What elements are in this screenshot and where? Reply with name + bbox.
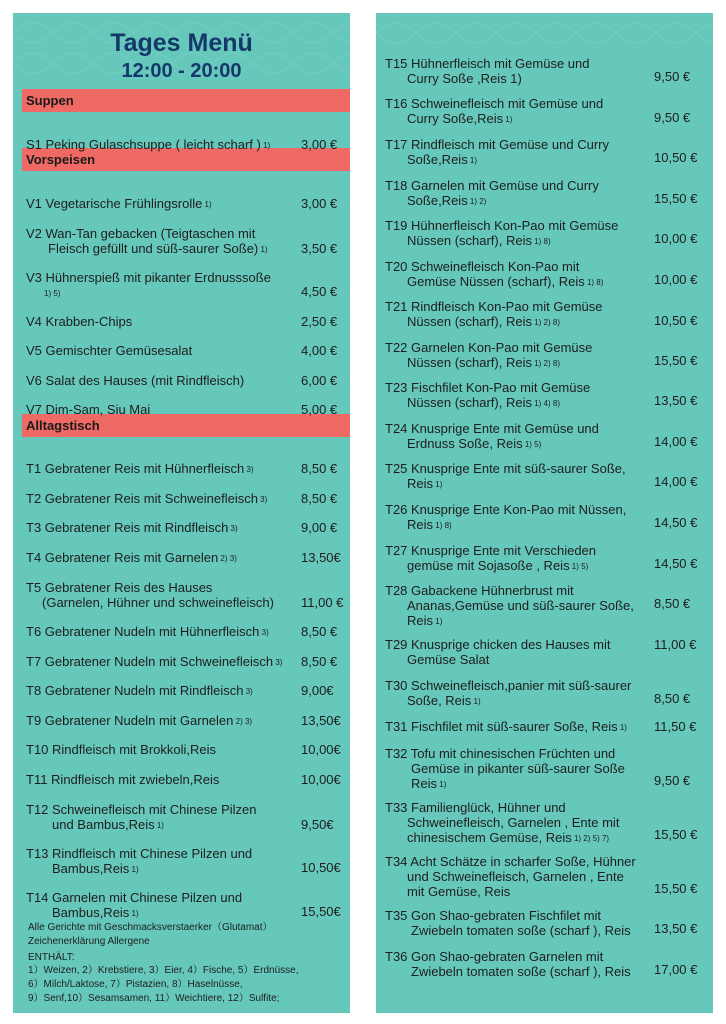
- menu-item-price: 11,00 €: [301, 595, 344, 610]
- menu-item-line: [385, 583, 634, 598]
- menu-item-line: [385, 314, 602, 331]
- menu-item-text: T19 Hühnerfleisch Kon-Pao mit Gemüse: [385, 218, 619, 233]
- menu-item-name: [26, 196, 212, 213]
- menu-item-name: [385, 218, 618, 250]
- menu-item-name: [385, 854, 636, 899]
- allergen-codes: 2) 3): [233, 717, 253, 726]
- menu-item-price: 3,50 €: [301, 241, 338, 256]
- menu-item-text: T34 Acht Schätze in scharfer Soße, Hühner: [385, 854, 636, 869]
- menu-item-name: [26, 890, 242, 922]
- allergen-codes: 1) 2) 8): [531, 318, 560, 327]
- menu-item-name: [26, 226, 268, 258]
- menu-item-name: [385, 380, 590, 412]
- allergen-codes: 3): [243, 687, 253, 696]
- menu-item-name: [26, 550, 237, 567]
- menu-item-line: [26, 402, 150, 417]
- menu-item-price: 8,50 €: [654, 596, 691, 611]
- menu-item-name: [385, 949, 631, 979]
- menu-item-text: T11 Rindfleisch mit zwiebeln,Reis: [26, 772, 220, 787]
- allergen-codes: 3): [257, 495, 268, 504]
- footer-contains-label: ENTHÄLT:: [28, 952, 75, 963]
- menu-item-name: [26, 846, 252, 878]
- menu-item-price: 15,50 €: [654, 191, 698, 206]
- menu-item-text: T36 Gon Shao-gebraten Garnelen mit: [385, 949, 604, 964]
- allergen-codes: 1): [437, 780, 447, 789]
- menu-item-text: T14 Garnelen mit Chinese Pilzen und: [26, 890, 243, 905]
- allergen-codes: 1) 2): [467, 197, 487, 206]
- menu-item-text: T27 Knusprige Ente mit Verschieden: [385, 543, 597, 558]
- menu-item-text: T18 Garnelen mit Gemüse und Curry: [385, 178, 599, 193]
- menu-item-name: [26, 461, 254, 478]
- menu-item-line: [385, 884, 636, 899]
- menu-item-text: T2 Gebratener Reis mit Schweinefleisch: [26, 491, 258, 506]
- menu-item-price: 10,50 €: [654, 150, 698, 165]
- menu-item-text: T15 Hühnerfleisch mit Gemüse und: [385, 56, 590, 71]
- menu-item-text: Curry Soße ,Reis 1): [407, 71, 522, 86]
- menu-item-price: 4,00 €: [301, 343, 338, 358]
- menu-item-text: (Garnelen, Hühner und schweinefleisch): [42, 595, 274, 610]
- menu-item-line: [385, 637, 610, 652]
- allergen-codes: 1): [433, 617, 443, 626]
- menu-item-name: [385, 746, 625, 793]
- menu-item-name: [385, 421, 599, 453]
- menu-item-line: [385, 908, 631, 923]
- menu-item-name: [385, 583, 634, 630]
- menu-item-price: 4,50 €: [301, 284, 338, 299]
- menu-item-name: [26, 373, 244, 388]
- menu-item-line: [385, 96, 603, 111]
- menu-item-text: T1 Gebratener Reis mit Hühnerfleisch: [26, 461, 245, 476]
- allergen-codes: 1) 8): [433, 521, 452, 530]
- allergen-codes: 1): [202, 200, 212, 209]
- menu-item-name: [385, 678, 631, 710]
- menu-item-price: 9,50 €: [654, 773, 691, 788]
- menu-item-line: [385, 693, 631, 710]
- menu-item-line: [385, 178, 599, 193]
- menu-item-line: [26, 713, 252, 730]
- menu-item-text: T21 Rindfleisch Kon-Pao mit Gemüse: [385, 299, 603, 314]
- allergen-codes: 1): [260, 141, 271, 150]
- allergen-codes: 1): [503, 115, 513, 124]
- menu-item-price: 10,00€: [301, 742, 341, 757]
- menu-item-line: [385, 355, 592, 372]
- menu-item-text: Schweinefleisch, Garnelen , Ente mit: [407, 815, 620, 830]
- menu-item-text: T20 Schweinefleisch Kon-Pao mit: [385, 259, 580, 274]
- menu-item-price: 10,00 €: [654, 231, 698, 246]
- menu-item-price: 9,50 €: [654, 110, 691, 125]
- menu-item-text: Soße,Reis: [407, 152, 468, 167]
- menu-item-text: T33 Familienglück, Hühner und: [385, 800, 566, 815]
- menu-item-text: T35 Gon Shao-gebraten Fischfilet mit: [385, 908, 602, 923]
- menu-item-name: [26, 683, 253, 700]
- menu-item-text: Reis: [411, 776, 438, 791]
- menu-item-line: [385, 558, 596, 575]
- menu-item-text: und Schweinefleisch, Garnelen , Ente: [407, 869, 624, 884]
- allergen-codes: 3): [273, 658, 283, 667]
- allergen-codes: 1): [129, 865, 139, 874]
- menu-item-price: 14,50 €: [654, 515, 698, 530]
- menu-item-text: Fleisch gefüllt und süß-saurer Soße): [48, 241, 259, 256]
- menu-item-line: [26, 137, 270, 154]
- menu-item-text: T30 Schweinefleisch,panier mit süß-saurer: [385, 678, 632, 693]
- menu-item-line: [26, 802, 257, 817]
- menu-item-line: [26, 905, 242, 922]
- menu-item-text: T3 Gebratener Reis mit Rindfleisch: [26, 520, 229, 535]
- allergen-codes: 1): [471, 697, 481, 706]
- menu-item-name: [385, 637, 610, 667]
- menu-item-line: [385, 613, 634, 630]
- menu-item-line: [385, 598, 634, 613]
- menu-item-text: Reis: [407, 613, 434, 628]
- menu-item-text: Bambus,Reis: [52, 861, 130, 876]
- menu-item-line: [26, 520, 238, 537]
- menu-title: Tages Menü: [110, 29, 253, 57]
- menu-item-name: [385, 908, 631, 938]
- menu-item-price: 17,00 €: [654, 962, 698, 977]
- menu-item-line: [26, 772, 219, 787]
- menu-item-text: Zwiebeln tomaten soße (scharf ), Reis: [411, 923, 631, 938]
- footer-allergen-line: 9）Senf,10）Sesamsamen, 11）Weichtiere, 12）Sulfite;: [28, 993, 280, 1004]
- menu-item-price: 15,50€: [301, 904, 341, 919]
- menu-item-name: [385, 719, 627, 736]
- menu-item-line: [26, 226, 268, 241]
- allergen-codes: 2) 3): [218, 554, 237, 563]
- menu-item-text: Nüssen (scharf), Reis: [407, 233, 532, 248]
- menu-item-text: V6 Salat des Hauses (mit Rindfleisch): [26, 373, 245, 388]
- menu-item-text: gemüse mit Sojasoße , Reis: [407, 558, 570, 573]
- menu-item-line: [385, 193, 599, 210]
- menu-item-name: [385, 178, 599, 210]
- menu-item-text: V5 Gemischter Gemüsesalat: [26, 343, 193, 358]
- menu-item-line: [385, 502, 626, 517]
- menu-item-line: [26, 461, 254, 478]
- menu-item-name: [26, 802, 257, 834]
- menu-item-line: [26, 314, 132, 329]
- menu-item-line: [385, 380, 590, 395]
- menu-item-name: [26, 772, 219, 787]
- menu-item-text: Gemüse Nüssen (scharf), Reis: [407, 274, 585, 289]
- menu-item-name: [385, 340, 592, 372]
- menu-left-panel: [13, 13, 350, 1013]
- menu-item-text: T29 Knusprige chicken des Hauses mit: [385, 637, 611, 652]
- menu-item-line: [26, 742, 216, 757]
- menu-item-text: Reis: [407, 476, 434, 491]
- menu-item-line: [385, 517, 626, 534]
- menu-item-line: [26, 861, 252, 878]
- menu-item-text: Gemüse in pikanter süß-saurer Soße: [411, 761, 625, 776]
- menu-item-text: Soße,Reis: [407, 193, 468, 208]
- menu-item-line: [385, 340, 592, 355]
- section-header-suppen: Suppen: [22, 89, 350, 112]
- menu-item-name: [26, 713, 252, 730]
- allergen-codes: 1): [154, 821, 164, 830]
- menu-item-text: T26 Knusprige Ente Kon-Pao mit Nüssen,: [385, 502, 627, 517]
- menu-item-text: T31 Fischfilet mit süß-saurer Soße, Reis: [385, 719, 618, 734]
- allergen-codes: 3): [228, 524, 238, 533]
- menu-item-name: [26, 343, 192, 358]
- menu-item-line: [385, 854, 636, 869]
- menu-item-line: [26, 595, 274, 610]
- menu-item-price: 8,50 €: [654, 691, 691, 706]
- menu-item-price: 3,00 €: [301, 137, 338, 152]
- menu-item-line: [26, 491, 267, 508]
- allergen-codes: 1) 2) 5) 7): [571, 834, 610, 843]
- menu-item-name: [385, 299, 602, 331]
- menu-item-text: Erdnuss Soße, Reis: [407, 436, 523, 451]
- menu-item-price: 10,50 €: [654, 313, 698, 328]
- menu-item-price: 9,50€: [301, 817, 334, 832]
- menu-item-line: [385, 274, 603, 291]
- menu-item-text: Gemüse Salat: [407, 652, 490, 667]
- allergen-codes: 3): [259, 628, 269, 637]
- menu-item-name: [385, 461, 626, 493]
- menu-item-price: 14,50 €: [654, 556, 698, 571]
- menu-item-text: Nüssen (scharf), Reis: [407, 314, 532, 329]
- footer-allergen-legend-title: Zeichenerklärung Allergene: [28, 936, 150, 947]
- menu-item-text: T5 Gebratener Reis des Hauses: [26, 580, 213, 595]
- menu-item-text: Curry Soße,Reis: [407, 111, 504, 126]
- menu-item-text: mit Gemüse, Reis: [407, 884, 511, 899]
- menu-item-line: [385, 652, 610, 667]
- menu-item-price: 10,00€: [301, 772, 341, 787]
- menu-item-price: 15,50 €: [654, 827, 698, 842]
- menu-item-price: 13,50 €: [654, 921, 698, 936]
- menu-item-price: 9,00€: [301, 683, 334, 698]
- menu-item-name: [26, 270, 271, 302]
- menu-item-line: [26, 817, 257, 834]
- menu-item-line: [385, 71, 589, 86]
- menu-item-line: [26, 654, 282, 671]
- menu-item-line: [26, 550, 237, 567]
- menu-item-text: Bambus,Reis: [52, 905, 130, 920]
- allergen-codes: 1) 8): [584, 278, 604, 287]
- menu-item-line: [26, 683, 253, 700]
- menu-item-name: [26, 402, 150, 417]
- menu-item-price: 11,50 €: [654, 719, 697, 734]
- menu-item-line: [385, 776, 625, 793]
- menu-item-price: 6,00 €: [301, 373, 338, 388]
- menu-item-line: [385, 436, 599, 453]
- menu-item-text: T6 Gebratener Nudeln mit Hühnerfleisch: [26, 624, 260, 639]
- menu-item-line: [385, 964, 631, 979]
- menu-item-line: [385, 543, 596, 558]
- menu-item-line: [385, 923, 631, 938]
- allergen-codes: 1) 5): [569, 562, 589, 571]
- menu-item-text: T8 Gebratener Nudeln mit Rindfleisch: [26, 683, 244, 698]
- menu-item-name: [385, 800, 619, 847]
- menu-item-line: [26, 846, 252, 861]
- menu-item-text: T24 Knusprige Ente mit Gemüse und: [385, 421, 599, 436]
- menu-item-text: T10 Rindfleisch mit Brokkoli,Reis: [26, 742, 217, 757]
- menu-item-line: [385, 137, 609, 152]
- menu-item-line: [385, 218, 618, 233]
- menu-item-price: 11,00 €: [654, 637, 697, 652]
- menu-item-line: [385, 259, 603, 274]
- menu-item-text: T23 Fischfilet Kon-Pao mit Gemüse: [385, 380, 591, 395]
- allergen-codes: 1): [129, 909, 139, 918]
- menu-item-line: [385, 299, 602, 314]
- allergen-codes: 1): [258, 245, 268, 254]
- menu-item-price: 15,50 €: [654, 353, 698, 368]
- menu-item-price: 14,00 €: [654, 474, 698, 489]
- menu-item-text: T7 Gebratener Nudeln mit Schweinefleisch: [26, 654, 274, 669]
- menu-item-name: [26, 520, 238, 537]
- menu-item-name: [26, 624, 269, 641]
- menu-item-text: Zwiebeln tomaten soße (scharf ), Reis: [411, 964, 631, 979]
- menu-item-name: [385, 259, 603, 291]
- menu-item-line: [26, 890, 242, 905]
- footer-allergen-line: 6）Milch/Laktose, 7）Pistazien, 8）Haselnüsse,: [28, 979, 243, 990]
- menu-item-name: [26, 742, 216, 757]
- menu-item-line: [385, 395, 590, 412]
- menu-item-line: [385, 869, 636, 884]
- menu-item-line: [385, 111, 603, 128]
- menu-item-line: [26, 343, 192, 358]
- menu-item-price: 8,50 €: [301, 654, 338, 669]
- menu-item-text: T4 Gebratener Reis mit Garnelen: [26, 550, 219, 565]
- menu-item-text: T13 Rindfleisch mit Chinese Pilzen und: [26, 846, 253, 861]
- menu-item-name: [26, 314, 132, 329]
- menu-item-price: 9,00 €: [301, 520, 338, 535]
- menu-item-price: 13,50€: [301, 550, 341, 565]
- menu-item-text: V2 Wan-Tan gebacken (Teigtaschen mit: [26, 226, 256, 241]
- allergen-codes: 1) 4) 8): [531, 399, 560, 408]
- menu-item-text: V4 Krabben-Chips: [26, 314, 133, 329]
- menu-item-price: 3,00 €: [301, 196, 338, 211]
- menu-item-line: [26, 624, 269, 641]
- allergen-codes: 1) 5): [44, 289, 61, 298]
- menu-item-text: Nüssen (scharf), Reis: [407, 355, 532, 370]
- menu-item-price: 10,50€: [301, 860, 341, 875]
- menu-item-name: [26, 137, 270, 154]
- menu-item-name: [385, 502, 626, 534]
- menu-item-text: T9 Gebratener Nudeln mit Garnelen: [26, 713, 234, 728]
- menu-item-text: V3 Hühnerspieß mit pikanter Erdnusssoße: [26, 270, 271, 285]
- menu-item-text: T28 Gabackene Hühnerbrust mit: [385, 583, 574, 598]
- menu-item-line: [26, 580, 274, 595]
- menu-item-price: 8,50 €: [301, 461, 338, 476]
- menu-item-line: [385, 152, 609, 169]
- menu-item-name: [26, 491, 267, 508]
- allergen-codes: 1): [433, 480, 443, 489]
- menu-right-panel: [376, 13, 713, 1013]
- menu-item-text: Nüssen (scharf), Reis: [407, 395, 532, 410]
- menu-item-text: T16 Schweinefleisch mit Gemüse und: [385, 96, 604, 111]
- opening-hours: 12:00 - 20:00: [121, 60, 242, 82]
- menu-item-text: und Bambus,Reis: [52, 817, 155, 832]
- menu-item-line: [26, 241, 268, 258]
- menu-item-line: [26, 285, 271, 302]
- menu-item-text: T25 Knusprige Ente mit süß-saurer Soße,: [385, 461, 626, 476]
- menu-item-text: S1 Peking Gulaschsuppe ( leicht scharf ): [26, 137, 261, 152]
- menu-item-text: T32 Tofu mit chinesischen Früchten und: [385, 746, 616, 761]
- menu-item-line: [385, 949, 631, 964]
- menu-item-line: [385, 746, 625, 761]
- allergen-codes: 1) 8): [531, 237, 551, 246]
- menu-item-line: [385, 678, 631, 693]
- menu-item-name: [385, 543, 596, 575]
- menu-item-price: 9,50 €: [654, 69, 691, 84]
- footer-glutamat-note: Alle Gerichte mit Geschmacksverstaerker（Glutamat）: [28, 922, 273, 933]
- menu-item-price: 15,50 €: [654, 881, 698, 896]
- menu-item-name: [385, 137, 609, 169]
- menu-item-price: 14,00 €: [654, 434, 698, 449]
- menu-item-name: [385, 96, 603, 128]
- menu-item-line: [385, 719, 627, 736]
- menu-item-text: T17 Rindfleisch mit Gemüse und Curry: [385, 137, 609, 152]
- menu-item-name: [26, 580, 274, 610]
- allergen-codes: 1) 5): [522, 440, 542, 449]
- menu-item-line: [385, 461, 626, 476]
- allergen-codes: 1) 2) 8): [531, 359, 560, 368]
- section-header-vorspeisen: Vorspeisen: [22, 148, 350, 171]
- footer-allergen-line: 1）Weizen, 2）Krebstiere, 3）Eier, 4）Fische, 5）Erdnüsse,: [28, 965, 299, 976]
- menu-item-name: [26, 654, 282, 671]
- allergen-codes: 1): [467, 156, 478, 165]
- menu-item-text: T22 Garnelen Kon-Pao mit Gemüse: [385, 340, 593, 355]
- menu-item-text: Ananas,Gemüse und süß-saurer Soße,: [407, 598, 634, 613]
- menu-item-line: [26, 270, 271, 285]
- menu-item-line: [385, 800, 619, 815]
- menu-item-price: 13,50 €: [654, 393, 698, 408]
- menu-item-price: 8,50 €: [301, 624, 338, 639]
- menu-item-text: Reis: [407, 517, 434, 532]
- menu-item-price: 2,50 €: [301, 314, 338, 329]
- menu-item-name: [385, 56, 589, 86]
- menu-item-price: 8,50 €: [301, 491, 338, 506]
- menu-item-price: 13,50€: [301, 713, 341, 728]
- menu-item-line: [385, 476, 626, 493]
- menu-item-text: T12 Schweinefleisch mit Chinese Pilzen: [26, 802, 257, 817]
- menu-item-line: [385, 815, 619, 830]
- menu-item-text: V7 Dim-Sam, Siu Mai: [26, 402, 151, 417]
- menu-item-line: [26, 196, 212, 213]
- allergen-codes: 1): [617, 723, 627, 732]
- menu-item-line: [385, 830, 619, 847]
- allergen-codes: 3): [244, 465, 254, 474]
- menu-item-text: Soße, Reis: [407, 693, 472, 708]
- menu-item-text: V1 Vegetarische Frühlingsrolle: [26, 196, 203, 211]
- menu-item-line: [385, 421, 599, 436]
- menu-item-line: [385, 56, 589, 71]
- section-header-alltagstisch: Alltagstisch: [22, 414, 350, 437]
- menu-item-text: chinesischem Gemüse, Reis: [407, 830, 572, 845]
- menu-item-line: [26, 373, 244, 388]
- menu-item-price: 10,00 €: [654, 272, 698, 287]
- menu-item-price: 5,00 €: [301, 402, 338, 417]
- menu-item-line: [385, 761, 625, 776]
- menu-item-line: [385, 233, 618, 250]
